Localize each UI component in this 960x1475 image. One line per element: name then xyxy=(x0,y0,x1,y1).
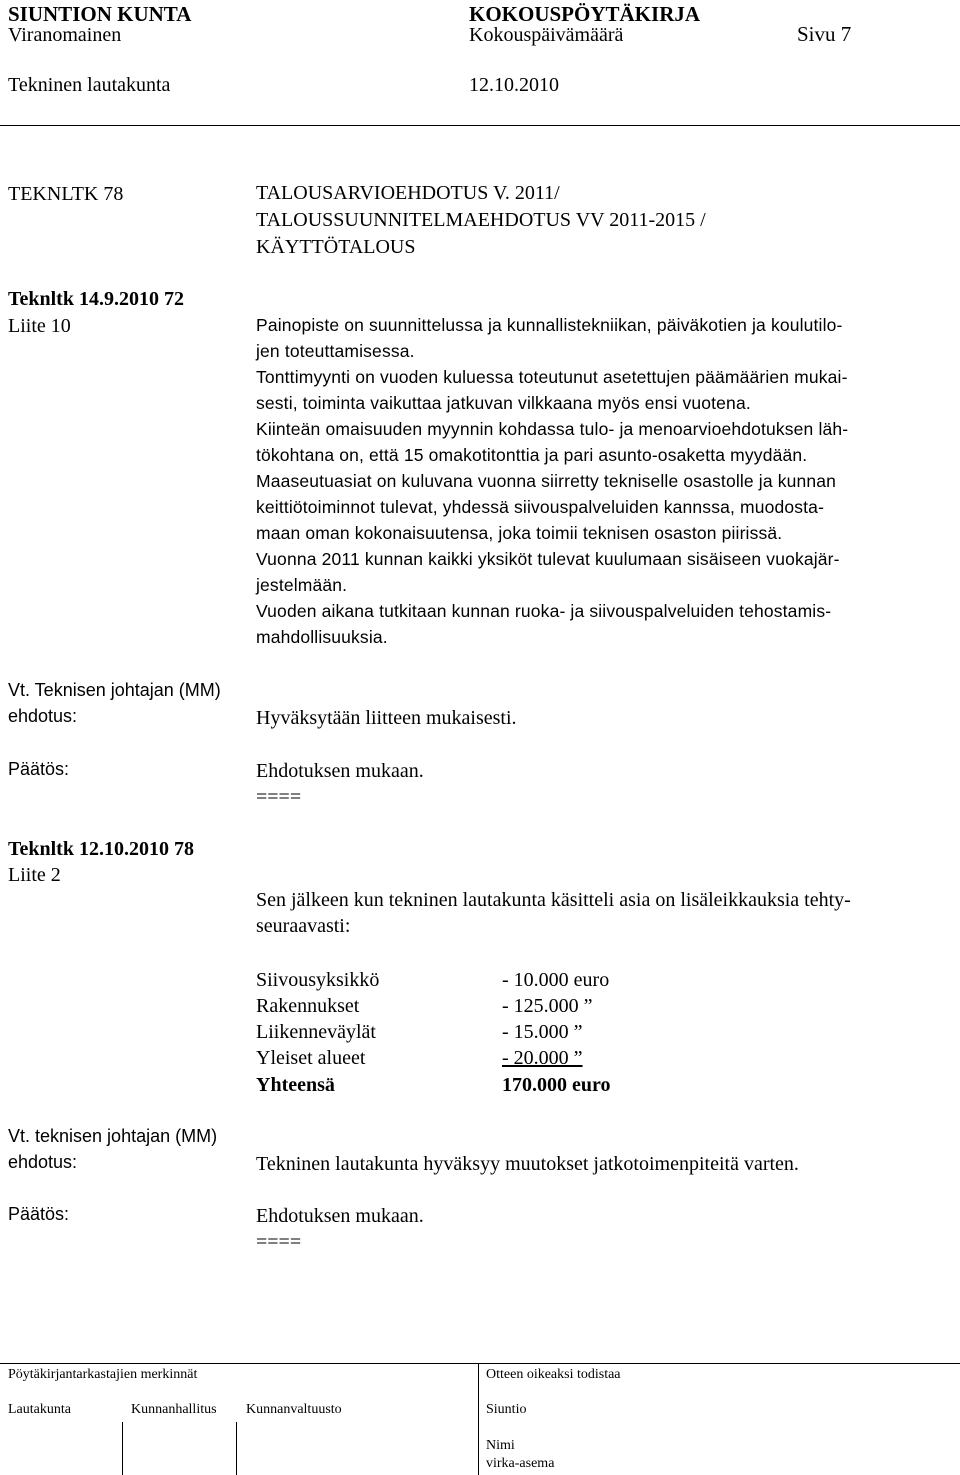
footer-name-label: Nimi xyxy=(486,1438,515,1453)
previous-meeting-reference: Teknltk 14.9.2010 72 xyxy=(8,288,184,310)
current-end-mark: ==== xyxy=(256,1231,302,1253)
current-proposal: Tekninen lautakunta hyväksyy muutokset jatkotoimenpiteitä varten. xyxy=(256,1153,799,1175)
cut-amount-liikennevaylat: - 15.000 ” xyxy=(502,1021,583,1043)
cut-item-siivousyksikko: Siivousyksikkö xyxy=(256,969,380,991)
paragraph-line: Vuonna 2011 kunnan kaikki yksiköt tulevat kuulumaan sisäiseen vuokajär- xyxy=(256,549,840,569)
footer-checkers-label: Pöytäkirjantarkastajien merkinnät xyxy=(8,1367,198,1382)
footer-cell-divider xyxy=(122,1422,123,1475)
paragraph-line: maan oman kokonaisuutensa, joka toimii teknisen osaston piirissä. xyxy=(256,523,783,543)
current-meeting-reference: Teknltk 12.10.2010 78 xyxy=(8,838,194,860)
cut-amount-rakennukset: - 125.000 ” xyxy=(502,995,593,1017)
footer-title-label: virka-asema xyxy=(486,1456,555,1471)
authority-name: Tekninen lautakunta xyxy=(8,74,171,96)
previous-proposal-label: ehdotus: xyxy=(8,706,78,726)
footer-body-kunnanvaltuusto: Kunnanvaltuusto xyxy=(246,1402,342,1417)
footer-body-kunnanhallitus: Kunnanhallitus xyxy=(131,1402,217,1417)
paragraph-line: Tonttimyynti on vuoden kuluessa toteutunut asetettujen päämäärien mukai- xyxy=(256,367,848,387)
footer-column-divider xyxy=(478,1363,479,1475)
header-divider xyxy=(0,125,960,126)
footer-place: Siuntio xyxy=(486,1402,527,1417)
cut-item-yleiset-alueet: Yleiset alueet xyxy=(256,1047,366,1069)
cut-item-liikennevaylat: Liikenneväylät xyxy=(256,1021,376,1043)
paragraph-line: tökohtana on, että 15 omakotitonttia ja pari asunto-osaketta myydään. xyxy=(256,445,808,465)
paragraph-line: jen toteuttamisessa. xyxy=(256,341,415,361)
paragraph-line: sesti, toiminta vaikuttaa jatkuvan vilkkaana myös ensi vuotena. xyxy=(256,393,751,413)
meeting-date-label: Kokouspäivämäärä xyxy=(469,24,624,46)
total-amount: 170.000 euro xyxy=(502,1074,611,1096)
previous-attachment: Liite 10 xyxy=(8,315,71,337)
page-number: Sivu 7 xyxy=(797,22,852,46)
footer-divider xyxy=(0,1363,960,1364)
meeting-date: 12.10.2010 xyxy=(469,74,559,96)
current-attachment: Liite 2 xyxy=(8,864,61,886)
previous-paragraph xyxy=(256,312,956,650)
footer-body-lautakunta: Lautakunta xyxy=(8,1402,71,1417)
footer-cell-divider xyxy=(236,1422,237,1475)
section-reference: TEKNLTK 78 xyxy=(8,183,124,205)
cut-item-rakennukset: Rakennukset xyxy=(256,995,360,1017)
footer-certified-label: Otteen oikeaksi todistaa xyxy=(486,1367,621,1382)
paragraph-line: Maaseutuasiat on kuluvana vuonna siirretty tekniselle osastolle ja kunnan xyxy=(256,471,837,491)
section-title: TALOUSARVIOEHDOTUS V. 2011/ TALOUSSUUNNITELMAEHDOTUS VV 2011-2015 / KÄYTTÖTALOUS xyxy=(256,182,706,258)
previous-decision-label: Päätös: xyxy=(8,759,70,779)
cut-amount-yleiset-alueet: - 20.000 ” xyxy=(502,1047,583,1069)
current-decision-label: Päätös: xyxy=(8,1204,70,1224)
paragraph-line: keittiötoiminnot tulevat, yhdessä siivouspalveluiden kannssa, muodosta- xyxy=(256,497,825,517)
paragraph-line: Vuoden aikana tutkitaan kunnan ruoka- ja siivouspalveluiden tehostamis- xyxy=(256,601,832,621)
paragraph-line: Painopiste on suunnittelussa ja kunnallistekniikan, päiväkotien ja koulutilo- xyxy=(256,315,843,335)
total-label: Yhteensä xyxy=(256,1074,335,1096)
previous-proposer: Vt. Teknisen johtajan (MM) xyxy=(8,680,221,700)
current-proposer: Vt. teknisen johtajan (MM) xyxy=(8,1126,218,1146)
document-type: KOKOUSPÖYTÄKIRJA xyxy=(469,2,701,26)
paragraph-line: jestelmään. xyxy=(256,575,348,595)
current-proposal-label: ehdotus: xyxy=(8,1152,78,1172)
previous-decision: Ehdotuksen mukaan. xyxy=(256,760,424,782)
current-intro: Sen jälkeen kun tekninen lautakunta käsitteli asia on lisäleikkauksia tehty- seuraavasti: xyxy=(256,889,851,937)
cut-amount-siivousyksikko: - 10.000 euro xyxy=(502,969,610,991)
authority-label: Viranomainen xyxy=(8,24,122,46)
previous-end-mark: ==== xyxy=(256,786,302,808)
paragraph-line: Kiinteän omaisuuden myynnin kohdassa tulo- ja menoarvioehdotuksen läh- xyxy=(256,419,849,439)
current-decision: Ehdotuksen mukaan. xyxy=(256,1205,424,1227)
organization-name: SIUNTION KUNTA xyxy=(8,2,192,26)
paragraph-line: mahdollisuuksia. xyxy=(256,627,388,647)
previous-proposal: Hyväksytään liitteen mukaisesti. xyxy=(256,707,517,729)
